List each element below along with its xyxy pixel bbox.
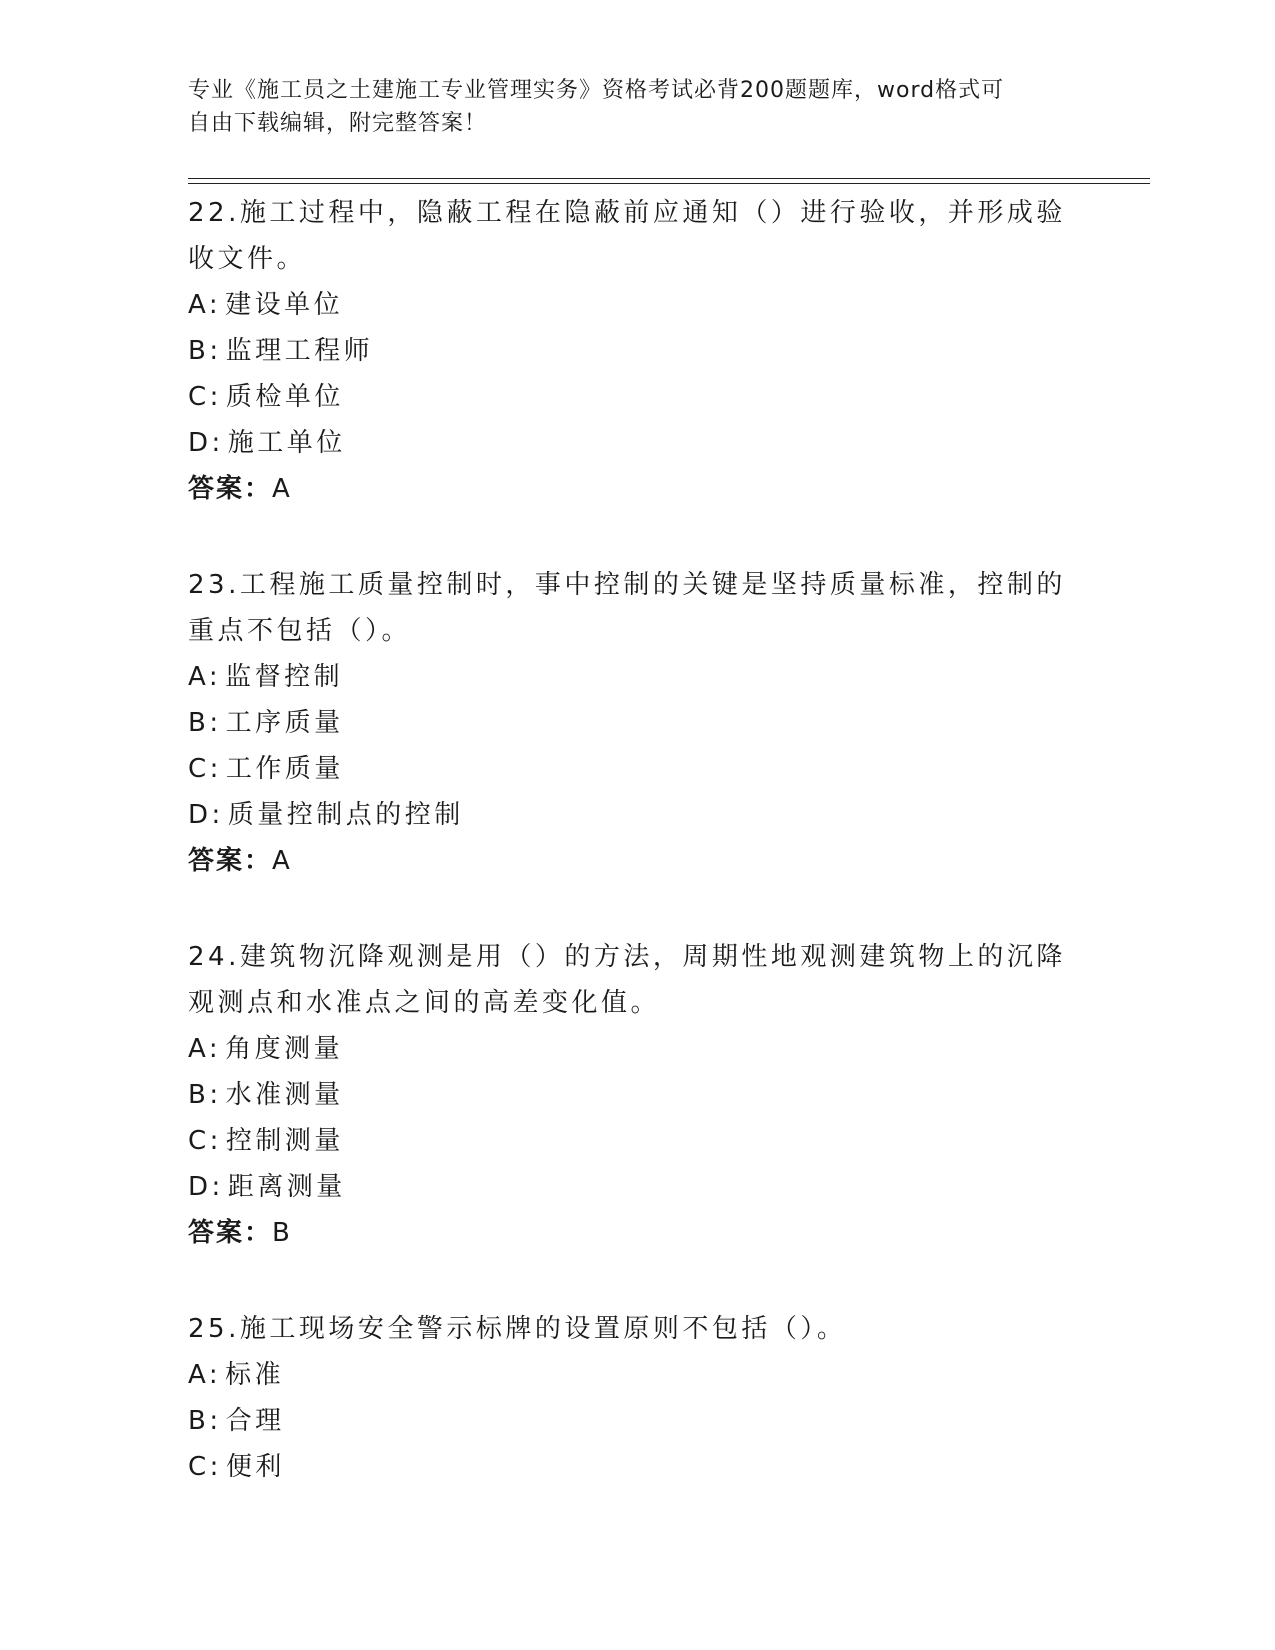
- option-text: 施工单位: [227, 428, 346, 458]
- document-header: [188, 74, 1068, 140]
- option-a: [188, 1026, 1088, 1072]
- option-b: [188, 328, 1088, 374]
- option-b: [188, 1072, 1088, 1118]
- option-c: [188, 1444, 1088, 1490]
- option-text: 工作质量: [225, 754, 344, 784]
- option-letter: B:: [188, 1406, 222, 1436]
- answer-label: 答案：: [188, 474, 273, 504]
- header-line-2: 自由下载编辑，附完整答案！: [188, 111, 488, 136]
- option-text: 标准: [225, 1360, 285, 1390]
- header-divider-top: [188, 178, 1150, 179]
- option-text: 合理: [225, 1406, 285, 1436]
- question-text: 23.工程施工质量控制时，事中控制的关键是坚持质量标准，控制的重点不包括（）。: [188, 570, 1066, 646]
- option-text: 角度测量: [225, 1034, 344, 1064]
- option-d: [188, 792, 1088, 838]
- option-letter: A:: [188, 662, 222, 692]
- header-divider-bottom: [188, 183, 1150, 184]
- option-text: 工序质量: [225, 708, 344, 738]
- answer-value: A: [272, 846, 292, 876]
- option-letter: D:: [188, 1172, 224, 1202]
- option-b: [188, 1398, 1088, 1444]
- option-letter: C:: [188, 754, 222, 784]
- option-d: [188, 1164, 1088, 1210]
- option-text: 距离测量: [227, 1172, 346, 1202]
- question-text: 25.施工现场安全警示标牌的设置原则不包括（）。: [188, 1314, 847, 1344]
- option-text: 监督控制: [225, 662, 344, 692]
- option-letter: D:: [188, 428, 224, 458]
- option-letter: C:: [188, 1452, 222, 1482]
- option-letter: A:: [188, 1360, 222, 1390]
- question-23: [188, 562, 1088, 884]
- question-text: 24.建筑物沉降观测是用（）的方法，周期性地观测建筑物上的沉降观测点和水准点之间的高差变化值。: [188, 942, 1066, 1018]
- option-letter: D:: [188, 800, 224, 830]
- option-letter: A:: [188, 1034, 222, 1064]
- option-letter: B:: [188, 336, 222, 366]
- answer-value: A: [272, 474, 292, 504]
- option-a: [188, 1352, 1088, 1398]
- question-list: [188, 190, 1088, 1540]
- option-c: [188, 374, 1088, 420]
- answer-line: [188, 466, 1088, 512]
- option-letter: A:: [188, 290, 222, 320]
- question-25: [188, 1306, 1088, 1490]
- option-letter: B:: [188, 708, 222, 738]
- option-text: 控制测量: [225, 1126, 344, 1156]
- option-text: 质检单位: [225, 382, 344, 412]
- option-d: [188, 420, 1088, 466]
- header-line-1: 专业《施工员之土建施工专业管理实务》资格考试必背200题题库，word格式可: [188, 78, 1005, 103]
- answer-label: 答案：: [188, 846, 273, 876]
- option-letter: C:: [188, 382, 222, 412]
- answer-line: [188, 1210, 1088, 1256]
- question-text: 22.施工过程中，隐蔽工程在隐蔽前应通知（）进行验收，并形成验收文件。: [188, 198, 1066, 274]
- question-24: [188, 934, 1088, 1256]
- option-text: 质量控制点的控制: [227, 800, 464, 830]
- option-text: 便利: [225, 1452, 285, 1482]
- answer-line: [188, 838, 1088, 884]
- option-a: [188, 282, 1088, 328]
- option-text: 建设单位: [225, 290, 344, 320]
- answer-label: 答案：: [188, 1218, 273, 1248]
- option-b: [188, 700, 1088, 746]
- option-c: [188, 746, 1088, 792]
- option-c: [188, 1118, 1088, 1164]
- option-text: 监理工程师: [225, 336, 374, 366]
- question-22: [188, 190, 1088, 512]
- option-text: 水准测量: [225, 1080, 344, 1110]
- option-letter: B:: [188, 1080, 222, 1110]
- option-letter: C:: [188, 1126, 222, 1156]
- answer-value: B: [272, 1218, 292, 1248]
- option-a: [188, 654, 1088, 700]
